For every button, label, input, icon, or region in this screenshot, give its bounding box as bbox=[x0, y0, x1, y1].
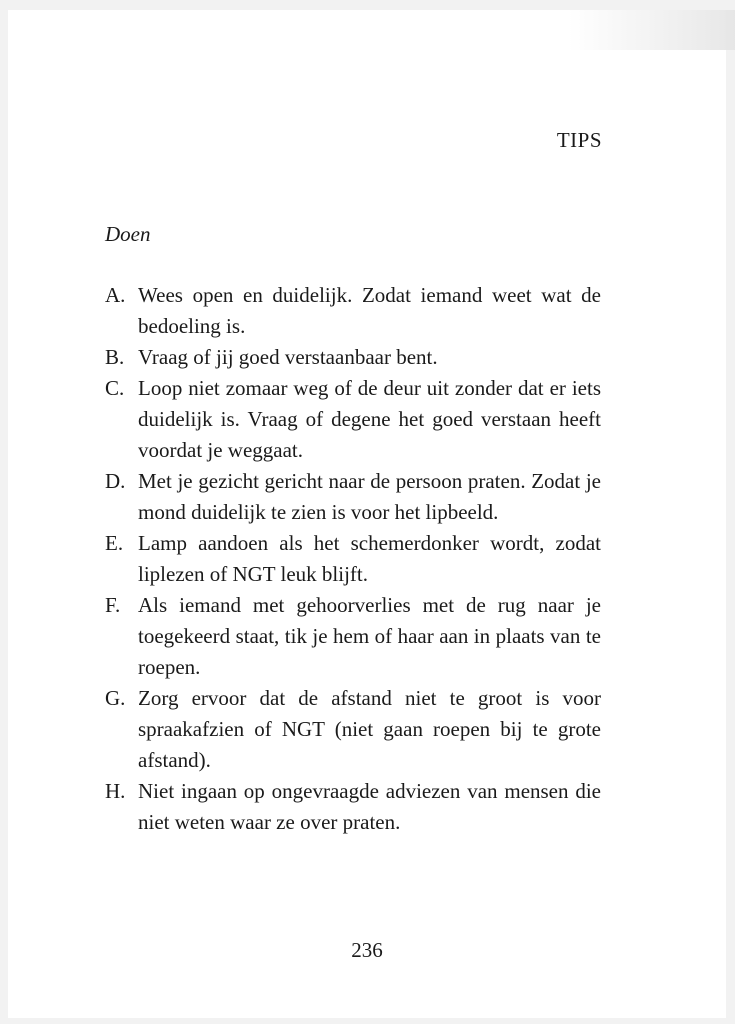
list-item bbox=[105, 528, 601, 590]
tips-list bbox=[105, 280, 601, 838]
list-item bbox=[105, 373, 601, 466]
list-item-letter: B. bbox=[105, 345, 125, 369]
list-item bbox=[105, 776, 601, 838]
list-item-text: Loop niet zomaar weg of de deur uit zonder dat er iets duidelijk is. Vraag of degene het goed verstaan heeft voordat je weggaat. bbox=[138, 376, 601, 462]
list-item-text: Met je gezicht gericht naar de persoon praten. Zodat je mond duidelijk te zien is voor het lipbeeld. bbox=[138, 469, 601, 524]
list-item bbox=[105, 590, 601, 683]
running-head: TIPS bbox=[556, 128, 602, 152]
list-item-letter: C. bbox=[105, 376, 125, 400]
list-item-text: Zorg ervoor dat de afstand niet te groot is voor spraakafzien of NGT (niet gaan roepen bij te grote afstand). bbox=[138, 686, 601, 772]
list-item bbox=[105, 683, 601, 776]
list-item-text: Wees open en duidelijk. Zodat iemand weet wat de bedoeling is. bbox=[138, 283, 601, 338]
book-page bbox=[8, 10, 726, 1018]
list-item-letter: D. bbox=[105, 469, 126, 493]
list-item-text: Niet ingaan op ongevraagde adviezen van mensen die niet weten waar ze over praten. bbox=[138, 779, 601, 834]
list-item-text: Als iemand met gehoorverlies met de rug naar je toegekeerd staat, tik je hem of haar aan in plaats van te roepen. bbox=[138, 593, 601, 679]
list-item bbox=[105, 466, 601, 528]
page-number: 236 bbox=[351, 938, 383, 962]
list-item-letter: E. bbox=[105, 531, 124, 555]
list-item bbox=[105, 280, 601, 342]
list-item-letter: F. bbox=[105, 593, 121, 617]
list-item-text: Lamp aandoen als het schemerdonker wordt, zodat liplezen of NGT leuk blijft. bbox=[138, 531, 601, 586]
list-item-letter: G. bbox=[105, 686, 126, 710]
list-item-text: Vraag of jij goed verstaanbaar bent. bbox=[138, 345, 438, 369]
section-title: Doen bbox=[105, 222, 151, 246]
list-item-letter: A. bbox=[105, 283, 126, 307]
list-item-letter: H. bbox=[105, 779, 126, 803]
page-edge-shadow bbox=[568, 10, 735, 50]
list-item bbox=[105, 342, 601, 373]
